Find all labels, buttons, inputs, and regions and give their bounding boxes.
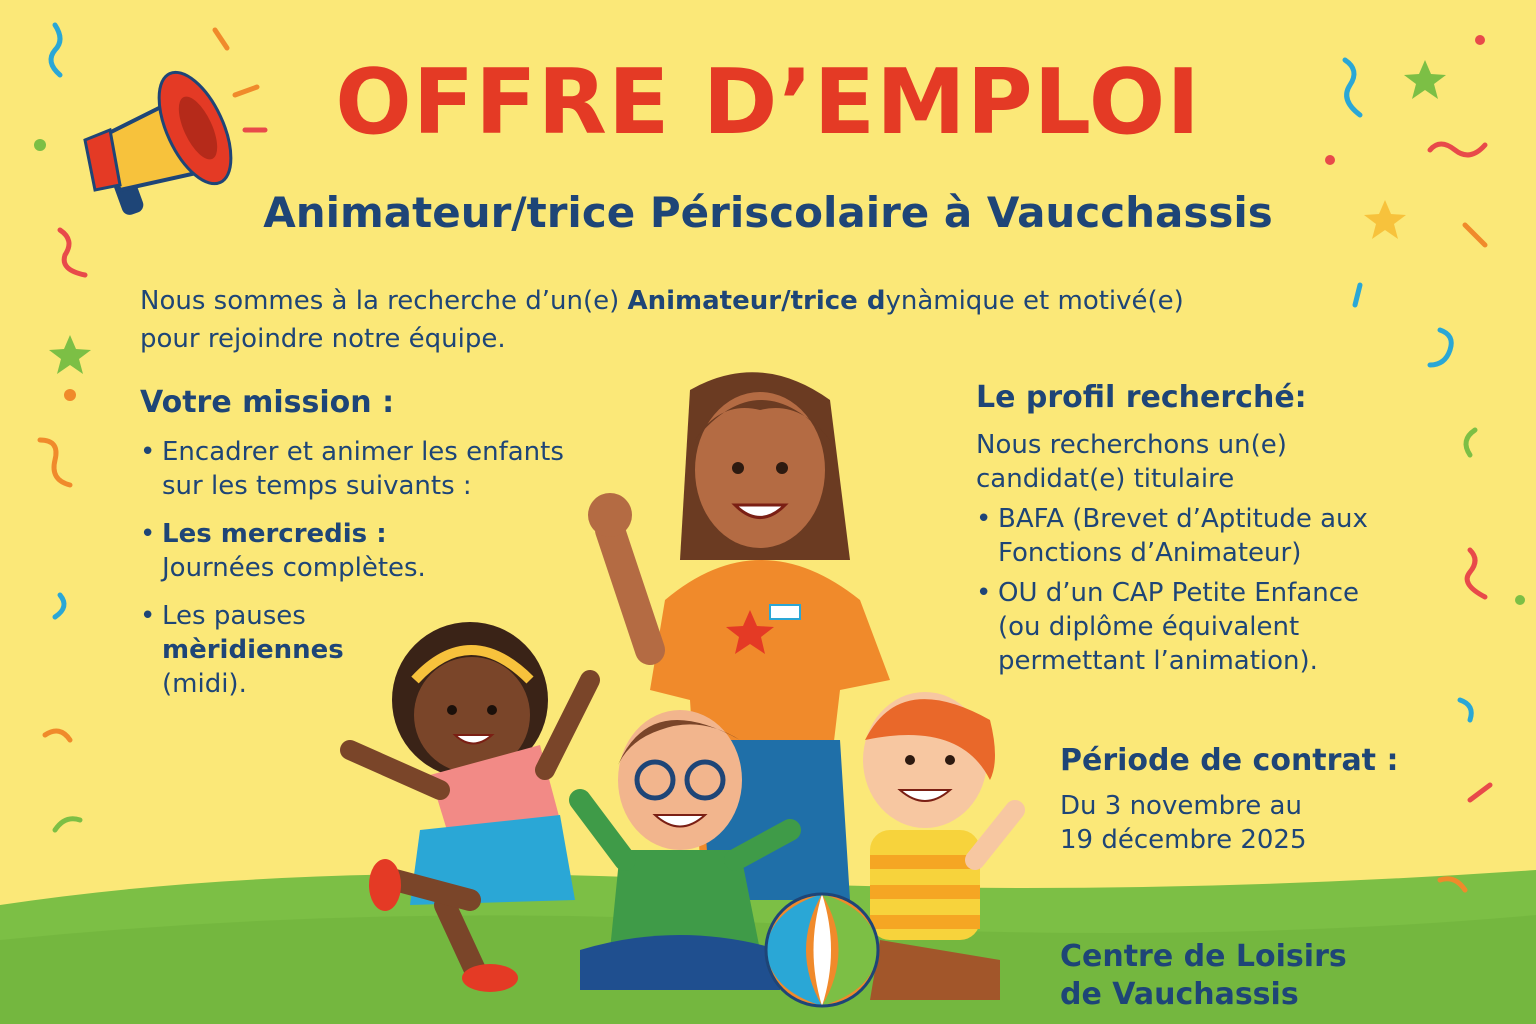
mission-item-text: sur les temps suivants : bbox=[162, 471, 472, 501]
intro-text-start: Nous sommes à la recherche d’un(e) bbox=[140, 286, 628, 316]
contract-title: Période de contrat : bbox=[1060, 743, 1399, 778]
mission-item bbox=[140, 599, 600, 701]
profile-item bbox=[976, 502, 1406, 570]
mission-item-text: Les pauses bbox=[162, 601, 306, 631]
profile-item-text: permettant l’animation). bbox=[998, 646, 1318, 676]
profile-item-text: Fonctions d’Animateur) bbox=[998, 538, 1302, 568]
mission-title: Votre mission : bbox=[140, 385, 395, 420]
profile-item-text: OU d’un CAP Petite Enfance bbox=[998, 578, 1360, 608]
organizer bbox=[1060, 938, 1460, 1014]
job-title: Animateur/trice Périscolaire à Vaucchassis bbox=[263, 188, 1273, 237]
mission-item-text: Journées complètes. bbox=[162, 553, 426, 583]
contract-dates bbox=[1060, 789, 1460, 857]
mission-item bbox=[140, 435, 600, 503]
mission-list bbox=[140, 435, 600, 701]
profile-item bbox=[976, 576, 1406, 678]
headline: OFFRE D’EMPLOI bbox=[335, 50, 1201, 155]
profile-item-text: (ou diplôme équivalent bbox=[998, 612, 1300, 642]
mission-item bbox=[140, 517, 600, 585]
mission-section bbox=[140, 385, 600, 715]
mission-item-title: Les mercredis : bbox=[162, 519, 387, 549]
intro-text-bold: Animateur/trice d bbox=[627, 286, 886, 316]
beach-ball bbox=[766, 894, 878, 1006]
organizer-name: Centre de Loisirs bbox=[1060, 939, 1347, 974]
intro-paragraph bbox=[140, 282, 1340, 358]
mission-item-text: (midi). bbox=[162, 669, 247, 699]
contract-date-text: Du 3 novembre au bbox=[1060, 791, 1302, 821]
organizer-name: de Vauchassis bbox=[1060, 977, 1299, 1012]
profile-title: Le profil recherché: bbox=[976, 380, 1307, 415]
profile-section bbox=[976, 380, 1406, 678]
profile-text: Nous recherchons un(e) bbox=[976, 430, 1287, 460]
contract-section bbox=[1060, 743, 1460, 857]
profile-item-text: BAFA (Brevet d’Aptitude aux bbox=[998, 504, 1368, 534]
profile-text: candidat(e) titulaire bbox=[976, 464, 1235, 494]
mission-item-title: mèridiennes bbox=[162, 635, 344, 665]
profile-list bbox=[976, 502, 1406, 678]
profile-description bbox=[976, 428, 1406, 496]
mission-item-text: Encadrer et animer les enfants bbox=[162, 437, 564, 467]
intro-text-line2: pour rejoindre notre équipe. bbox=[140, 324, 506, 354]
contract-date-text: 19 décembre 2025 bbox=[1060, 825, 1307, 855]
intro-text-end: ynàmique et motivé(e) bbox=[885, 286, 1184, 316]
